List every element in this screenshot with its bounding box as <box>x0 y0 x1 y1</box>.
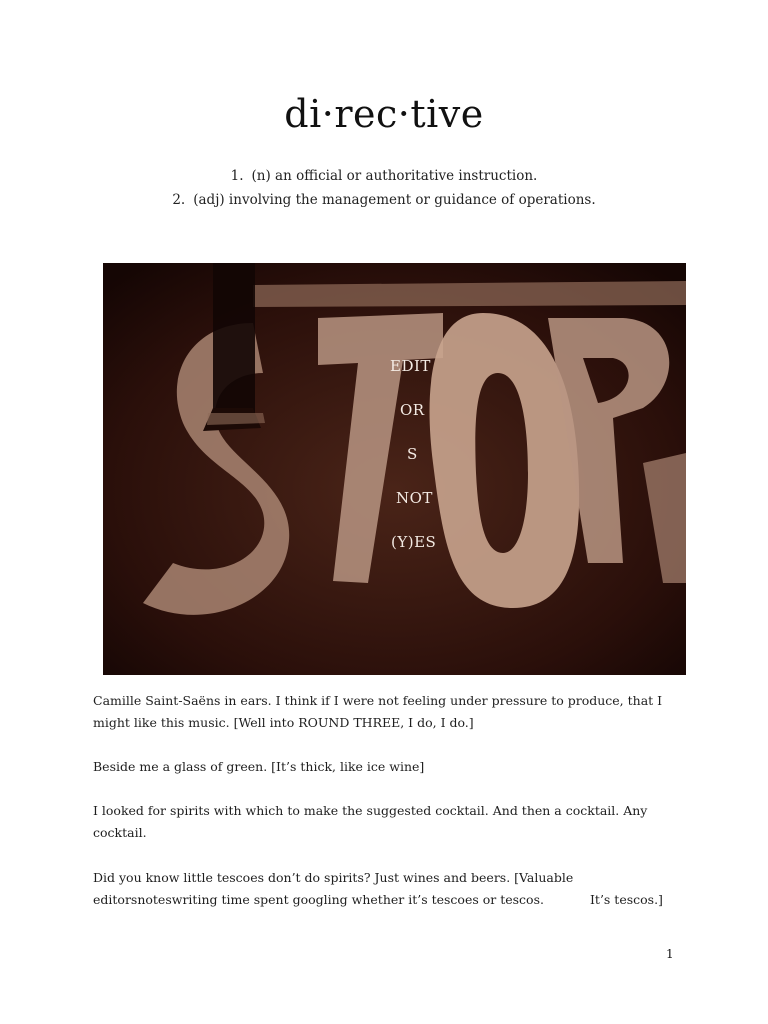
overlay-word: (Y)ES <box>391 533 437 551</box>
overlay-word: EDIT <box>390 357 431 375</box>
stop-road-photo <box>103 263 686 675</box>
road-photo-image <box>103 263 686 675</box>
page-number: 1 <box>666 947 674 961</box>
definition-text: (adj) involving the management or guidance of operations. <box>193 192 596 208</box>
definition-number: 2. <box>172 192 186 208</box>
definition-number: 1. <box>230 168 244 184</box>
definition-item <box>0 164 768 188</box>
paragraph: Camille Saint-Saëns in ears. I think if I were not feeling under pressure to produce, that I might like this music. [Well into ROUND THREE, I do, I do.] <box>93 693 663 730</box>
paragraph: I looked for spirits with which to make the suggested cocktail. And then a cocktail. Any cocktail. <box>93 803 648 840</box>
paragraph <box>93 867 683 911</box>
definition-item <box>0 188 768 212</box>
definition-text: (n) an official or authoritative instruction. <box>251 168 538 184</box>
paragraph-text: It’s tescos.] <box>589 892 663 907</box>
definitions-list <box>0 164 768 212</box>
page-title: di·rec·tive <box>284 92 484 136</box>
overlay-word: NOT <box>396 489 433 507</box>
overlay-word: OR <box>400 401 425 419</box>
paragraph: Beside me a glass of green. [It’s thick, like ice wine] <box>93 759 425 774</box>
paragraph-text: Did you know little tescoes don’t do spirits? Just wines and beers. [Valuable editorsnoteswriting time spent googling whether it’s tescoes or tescos. <box>93 870 574 907</box>
overlay-word: S <box>407 445 418 463</box>
